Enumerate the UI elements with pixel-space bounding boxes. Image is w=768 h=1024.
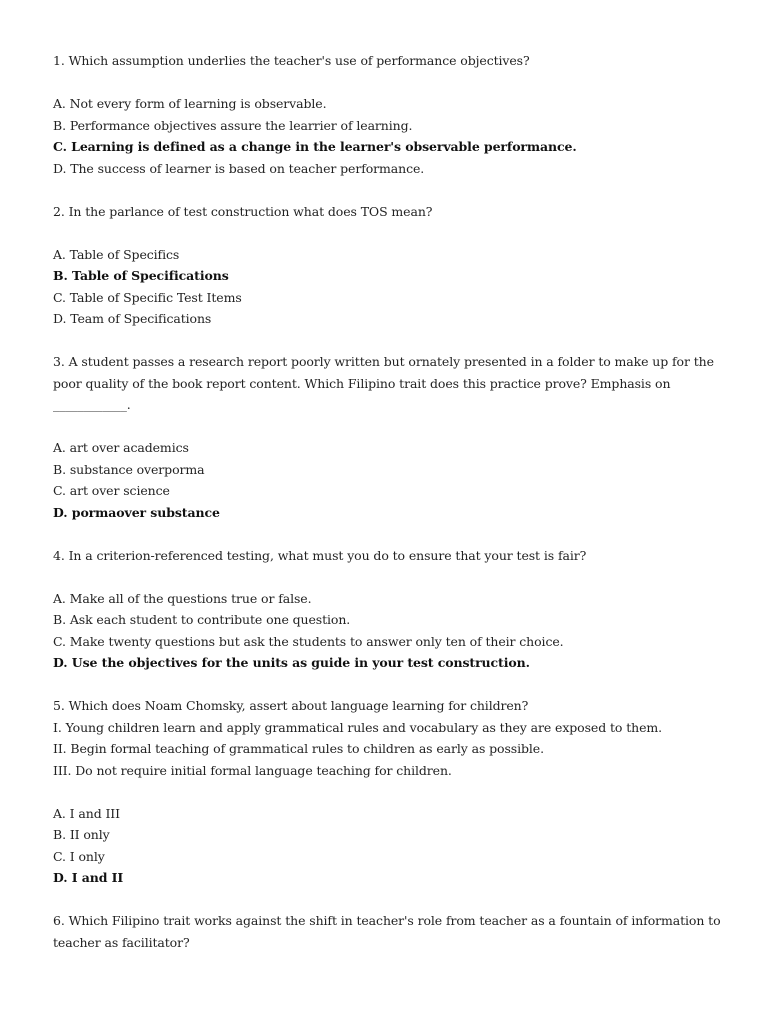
question-2-option-c: C. Table of Specific Test Items	[53, 289, 242, 305]
question-5-option-c: C. I only	[53, 848, 105, 864]
question-6	[53, 910, 743, 953]
question-4-option-c: C. Make twenty questions but ask the students to answer only ten of their choice.	[53, 633, 564, 649]
question-1-option-b: B. Performance objectives assure the learrier of learning.	[53, 117, 413, 133]
question-1	[53, 0, 743, 179]
question-2-option-a: A. Table of Specifics	[53, 246, 180, 262]
question-3-option-b: B. substance overporma	[53, 461, 205, 477]
question-3-option-d-answer: D. pormaover substance	[53, 504, 220, 520]
question-3-stem-line-1: 3. A student passes a research report poorly written but ornately presented in a folder to make up for the	[53, 354, 714, 369]
question-3-stem-line-3: ____________.	[53, 397, 131, 412]
question-6-stem-line-2: teacher as facilitator?	[53, 934, 190, 950]
question-3	[53, 351, 743, 523]
question-2	[53, 201, 743, 330]
question-5-option-a: A. I and III	[53, 805, 120, 821]
question-5-statement-iii: III. Do not require initial formal language teaching for children.	[53, 762, 452, 778]
question-4-option-b: B. Ask each student to contribute one question.	[53, 612, 351, 627]
question-4-option-d-answer: D. Use the objectives for the units as guide in your test construction.	[53, 655, 530, 670]
question-5-stem: 5. Which does Noam Chomsky, assert about language learning for children?	[53, 698, 529, 713]
question-1-option-d: D. The success of learner is based on teacher performance.	[53, 160, 425, 176]
question-5-option-d-answer: D. I and II	[53, 870, 124, 885]
question-3-option-c: C. art over science	[53, 483, 170, 498]
question-5-statement-i: I. Young children learn and apply grammatical rules and vocabulary as they are exposed to them.	[53, 719, 663, 735]
question-4	[53, 545, 743, 674]
question-4-stem: 4. In a criterion-referenced testing, what must you do to ensure that your test is fair?	[53, 547, 587, 563]
question-5-statement-ii: II. Begin formal teaching of grammatical rules to children as early as possible.	[53, 741, 544, 756]
document-page	[53, 0, 743, 953]
question-4-option-a: A. Make all of the questions true or false.	[53, 590, 312, 606]
question-6-stem-line-1: 6. Which Filipino trait works against the shift in teacher's role from teacher as a fountain of information to	[53, 913, 721, 928]
question-3-stem-line-2: poor quality of the book report content. Which Filipino trait does this practice prove? Emphasis on	[53, 375, 671, 391]
question-5-option-b: B. II only	[53, 827, 110, 842]
question-1-stem: 1. Which assumption underlies the teacher's use of performance objectives?	[53, 53, 530, 68]
question-5	[53, 695, 743, 889]
question-3-option-a: A. art over academics	[53, 440, 189, 455]
question-1-option-a: A. Not every form of learning is observable.	[53, 96, 327, 111]
question-2-option-d: D. Team of Specifications	[53, 311, 212, 326]
question-2-option-b-answer: B. Table of Specifications	[53, 268, 229, 283]
question-2-stem: 2. In the parlance of test construction what does TOS mean?	[53, 203, 433, 219]
question-1-option-c-answer: C. Learning is defined as a change in the learner's observable performance.	[53, 139, 577, 154]
